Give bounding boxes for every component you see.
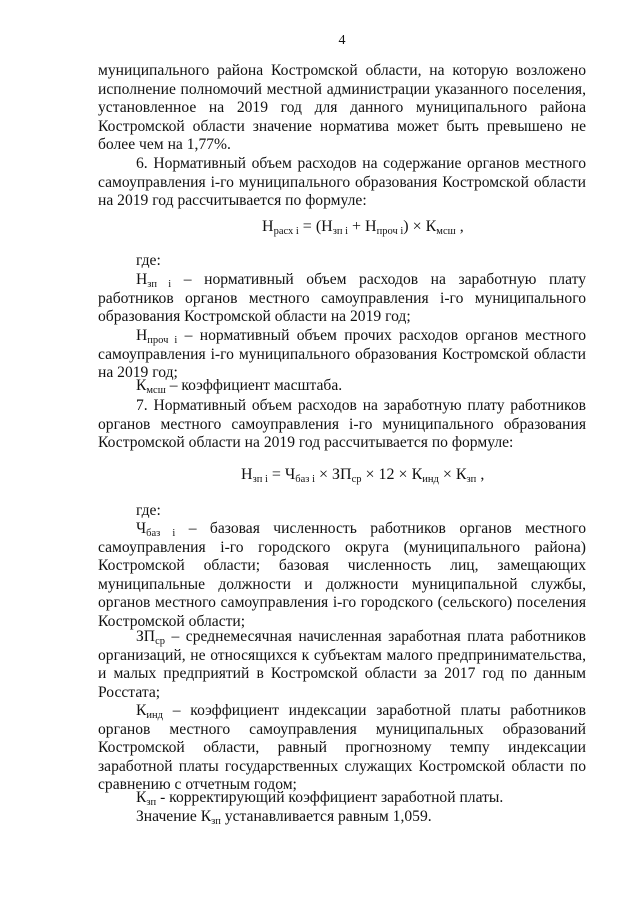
definition-kzp [98, 789, 586, 808]
subscript-zp: зп [466, 474, 477, 485]
symbol-h: Н [241, 466, 253, 483]
paragraph-7: 7. Нормативный объем расходов на заработную плату работников органов местного самоуправления i-го муниципального образования Костромской области на 2019 год рассчитывается по формуле: [98, 397, 586, 452]
definition-text: – коэффициент масштаба. [165, 377, 343, 394]
formula-part: × 12 × К [361, 466, 423, 483]
paragraph-6: 6. Нормативный объем расходов на содержание органов местного самоуправления i-го муниципального образования Костромской области на 2019 год рассчитывается по формуле: [98, 155, 586, 210]
subscript-zp: зп [146, 797, 157, 808]
formula-part: = Ч [267, 466, 296, 483]
subscript-proch-i: проч i [147, 335, 178, 346]
formula-zp [241, 466, 484, 485]
definition-chbaz [98, 520, 586, 632]
paragraph-continuation: муниципального района Костромской области, на которую возложено исполнение полномочий местной администрации указанного поселения, установленное на 2019 год для данного муниципального района Костромской области значение норматива может быть превышено не более чем на 1,77%. [98, 62, 586, 154]
definition-zpsr [98, 628, 586, 702]
page-number: 4 [338, 33, 346, 48]
formula-part: = (Н [298, 218, 333, 235]
symbol-k: К [136, 702, 147, 719]
definition-text: - корректирующий коэффициент заработной платы. [156, 789, 504, 806]
subscript-zp-i: зп i [147, 279, 172, 290]
symbol-h: Н [136, 327, 148, 344]
final-text: Значение К [136, 808, 212, 825]
subscript-ind: инд [422, 474, 439, 485]
final-statement [98, 808, 586, 827]
symbol-ch: Ч [136, 520, 147, 537]
subscript-rasx-i: расх i [273, 226, 299, 237]
subscript-mssh: мсш [436, 226, 456, 237]
definition-text: – базовая численность работников органов местного самоуправления i-го городского округа (муниципального района) Костромской области; базовая численность лиц, замещающих муниципальные должности и должности муниципальной службы, органов местного самоуправления i-го городского (сельского) поселения Костромской области; [98, 520, 586, 630]
subscript-zp-i: зп i [252, 474, 268, 485]
formula-part: × ЗП [315, 466, 352, 483]
formula-rasx [262, 218, 464, 237]
formula-part: + Н [348, 218, 377, 235]
formula-part: , [455, 218, 464, 235]
definition-nproch [98, 327, 586, 383]
symbol-h: Н [262, 218, 274, 235]
symbol-k: К [136, 789, 147, 806]
symbol-k: К [136, 377, 147, 394]
subscript-proch-i: проч i [376, 226, 404, 237]
subscript-ind: инд [146, 710, 163, 721]
formula-part: × К [438, 466, 467, 483]
symbol-zp: ЗП [136, 628, 156, 645]
formula-part: , [476, 466, 485, 483]
symbol-h: Н [136, 271, 148, 288]
subscript-zp: зп [211, 816, 221, 827]
subscript-baz-i: баз i [295, 474, 315, 485]
definition-text: – нормативный объем расходов на заработную плату работников органов местного самоуправления i-го муниципального образования Костромской области на 2019 год; [98, 271, 586, 326]
definition-text: – коэффициент индексации заработной платы работников органов местного самоуправления муниципальных образований Костромской области, равный прогнозному темпу индексации заработной платы государственных служащих Костромской области по сравнению с отчетным годом; [98, 702, 586, 794]
definition-kmssh [98, 377, 586, 396]
formula-part: ) × К [403, 218, 437, 235]
subscript-sr: ср [351, 474, 362, 485]
subscript-baz-i: баз i [146, 528, 176, 539]
where-label: где: [136, 502, 161, 519]
definition-nzp [98, 271, 586, 327]
subscript-zp-i: зп i [332, 226, 349, 237]
definition-kind [98, 702, 586, 795]
subscript-mssh: мсш [146, 385, 166, 396]
final-text: устанавливается равным 1,059. [220, 808, 432, 825]
definition-text: – нормативный объем прочих расходов органов местного самоуправления i-го муниципального образования Костромской области на 2019 год; [98, 327, 586, 382]
subscript-sr: ср [155, 636, 165, 647]
definition-text: – среднемесячная начисленная заработная плата работников организаций, не относящихся к субъектам малого предпринимательства, и малых предприятий в Костромской области за 2017 год по данным Росстата; [98, 628, 586, 701]
where-label: где: [136, 252, 161, 269]
